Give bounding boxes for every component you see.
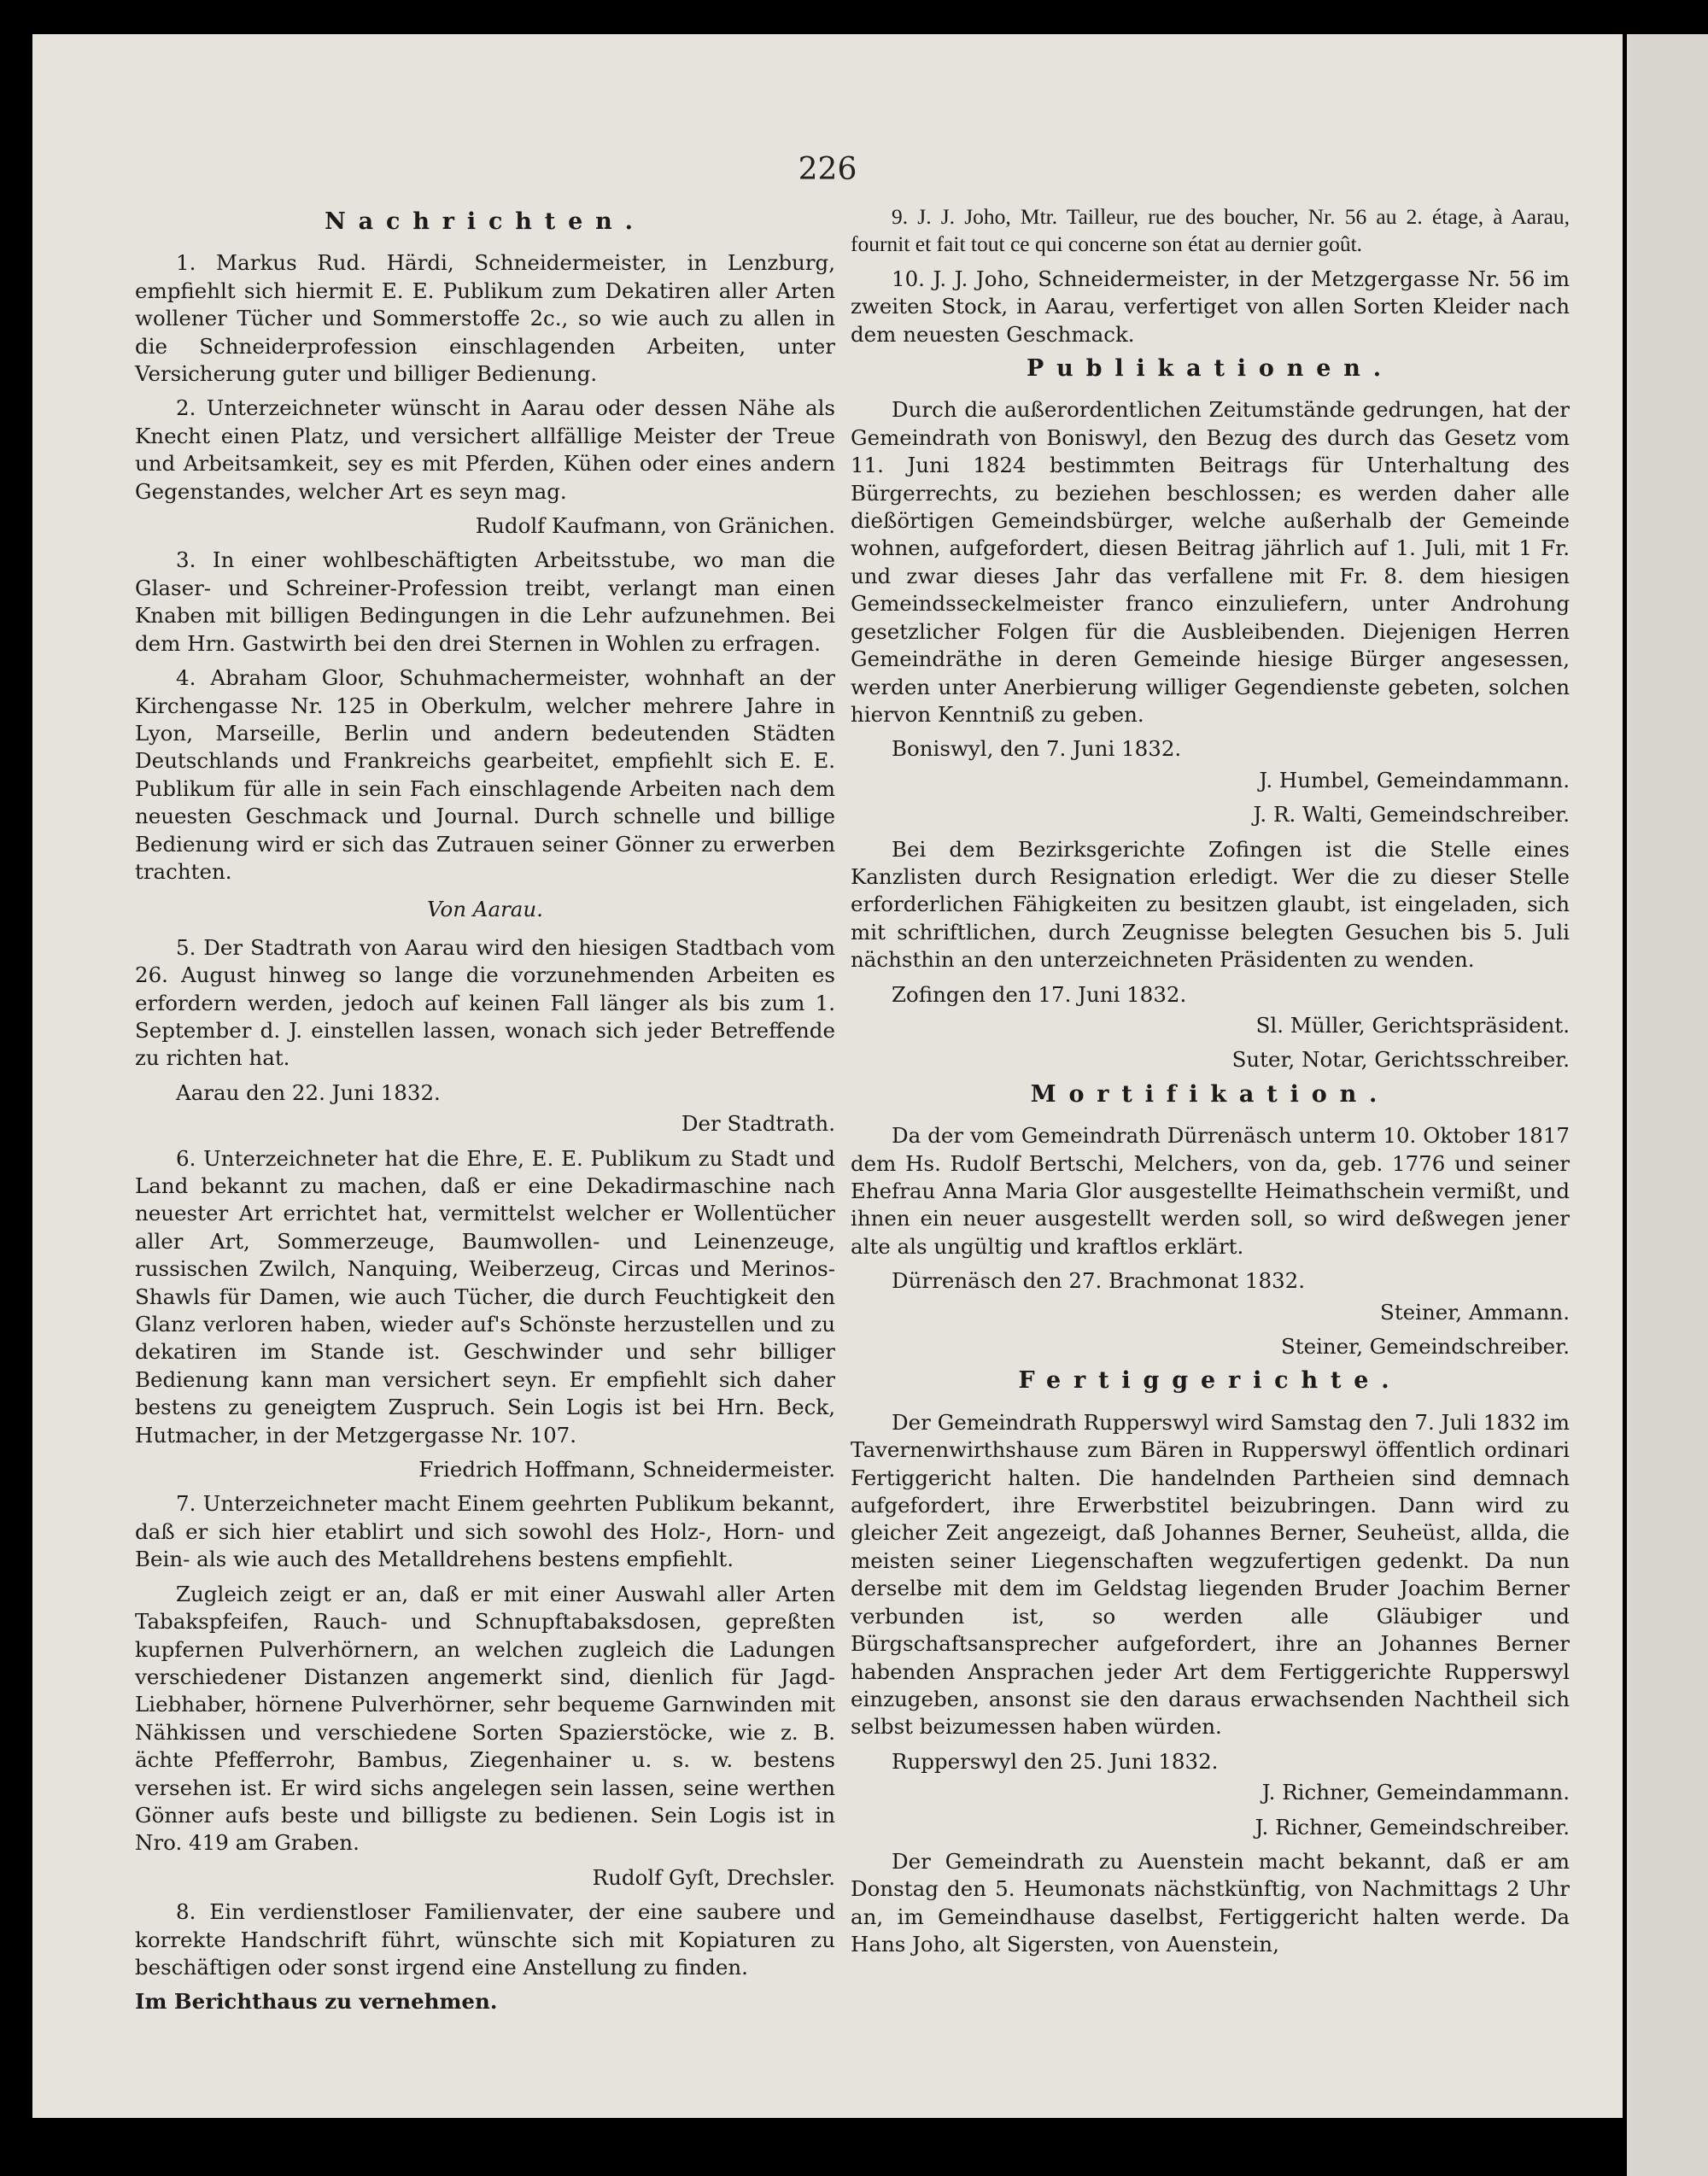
notice-8: 8. Ein verdienstloser Familienvater, der eine saubere und korrekte Handschrift führt, wünschte sich mit Kopiaturen zu beschäftigen oder sonst irgend eine Anstellung zu finden. <box>135 1899 835 1980</box>
adjacent-page-edge <box>1627 34 1708 2176</box>
notice-7-signature: Rudolf Gyſt, Drechsler. <box>592 1864 835 1890</box>
publication-zofingen-signature-1: Sl. Müller, Gerichtspräsident. <box>1255 1012 1570 1038</box>
notice-4: 4. Abraham Gloor, Schuhmachermeister, wohnhaft an der Kirchengasse Nr. 125 in Oberkulm, welcher mehrere Jahre in Lyon, Marseille, Berlin und andern bedeutenden Städten Deutschlands und Frankreichs gearbeitet, empfiehlt sich E. E. Publikum für alle in sein Fach einschlagende Arbeiten nach dem neuesten Geschmack und Journal. Durch schnelle und billige Bedienung wird er sich das Zutrauen seiner Gönner zu erwerben trachten. <box>135 665 835 884</box>
publication-boniswyl-date: Boniswyl, den 7. Juni 1832. <box>892 736 1182 762</box>
heading-fertiggerichte: Fertiggerichte. <box>1018 1367 1402 1395</box>
publication-zofingen: Bei dem Bezirksgerichte Zofingen ist die Stelle eines Kanzlisten durch Resignation erledigt. Wer die zu dieser Stelle erforderlichen Fähigkeiten zu besitzen glaubt, ist eingeladen, sich mit schriftlichen, durch Zeugnisse belegten Gesuchen bis 5. Juli nächsthin an den unterzeichneten Präsidenten zu wenden. <box>851 836 1570 973</box>
publication-boniswyl-signature-2: J. R. Walti, Gemeindschreiber. <box>1253 802 1570 828</box>
notice-7: 7. Unterzeichneter macht Einem geehrten Publikum bekannt, daß er sich hier etablirt und sich sowohl des Holz-, Horn- und Bein- als wie auch des Metalldrehens bestens empfiehlt. <box>135 1491 835 1572</box>
notice-5-signature: Der Stadtrath. <box>681 1111 835 1137</box>
notice-1: 1. Markus Rud. Härdi, Schneidermeister, in Lenzburg, empfiehlt sich hiermit E. E. Publikum zum Dekatiren aller Arten wollener Tücher und Sommerstoffe 2c., so wie auch zu allen in die Schneiderprofession einschlagenden Arbeiten, unter Versicherung guter und billiger Bedienung. <box>135 250 835 387</box>
subheading-von-aarau: Von Aarau. <box>427 897 543 922</box>
publication-zofingen-signature-2: Suter, Notar, Gerichtsschreiber. <box>1231 1047 1570 1073</box>
newspaper-page <box>32 34 1623 2118</box>
fertiggericht-auenstein: Der Gemeindrath zu Auenstein macht bekannt, daß er am Donstag den 5. Heumonats nächstkünftig, von Nachmittags 2 Uhr an, im Gemeindhause daselbst, Fertiggericht halten werde. Da Hans Joho, alt Sigersten, von Auenstein, <box>851 1848 1570 1957</box>
publication-boniswyl: Durch die außerordentlichen Zeitumstände gedrungen, hat der Gemeindrath von Boniswyl, den Bezug des durch das Gesetz vom 11. Juni 1824 bestimmten Beitrags für Unterhaltung des Bürgerrechts, zu beziehen beschlossen; es werden daher alle dießörtigen Gemeindsbürger, welche außerhalb der Gemeinde wohnen, aufgefordert, diesen Beitrag jährlich auf 1. Juli, mit 1 Fr. und zwar dieses Jahr das verfallene mit Fr. 8. dem hiesigen Gemeindsseckelmeister franco einzuliefern, unter Androhung gesetzlicher Folgen für die Ausbleibenden. Diejenigen Herren Gemeindräthe in deren Gemeinde hiesige Bürger angesessen, werden unter Anerbierung williger Gegendienste gebeten, solchen hiervon Kenntniß zu geben. <box>851 397 1570 727</box>
mortifikation-signature-1: Steiner, Ammann. <box>1380 1299 1570 1325</box>
notice-6: 6. Unterzeichneter hat die Ehre, E. E. Publikum zu Stadt und Land bekannt zu machen, daß er eine Dekadirmaschine nach neuester Art errichtet hat, vermittelst welcher er Wollentücher aller Art, Sommerzeuge, Baumwollen- und Leinenzeuge, russischen Zwilch, Nanquing, Weiberzeug, Circas und Merinos-Shawls für Damen, wie auch Tücher, die durch Feuchtigkeit den Glanz verloren haben, wieder auf's Schönste herzustellen und zu dekatiren im Stande ist. Geschwinder und sehr billiger Bedienung kann man versichert seyn. Er empfiehlt sich daher bestens zu geneigtem Zuspruch. Sein Logis ist bei Hrn. Beck, Hutmacher, in der Metzgergasse Nr. 107. <box>135 1145 835 1448</box>
notice-8-end: Im Berichthaus zu vernehmen. <box>135 1989 498 2015</box>
publication-zofingen-date: Zofingen den 17. Juni 1832. <box>892 981 1187 1007</box>
mortifikation-date: Dürrenäsch den 27. Brachmonat 1832. <box>892 1268 1306 1294</box>
notice-2: 2. Unterzeichneter wünscht in Aarau oder dessen Nähe als Knecht einen Platz, und versichert allfällige Meister der Treue und Arbeitsamkeit, sey es mit Pferden, Kühen oder eines andern Gegenstandes, welcher Art es seyn mag. <box>135 395 835 504</box>
page-number: 226 <box>798 152 857 187</box>
publication-boniswyl-signature-1: J. Humbel, Gemeindammann. <box>1259 767 1570 793</box>
fertiggericht-rupperswyl-signature-2: J. Richner, Gemeindschreiber. <box>1255 1814 1570 1840</box>
heading-nachrichten: Nachrichten. <box>325 208 646 235</box>
notice-3: 3. In einer wohlbeschäftigten Arbeitsstube, wo man die Glaser- und Schreiner-Profession treibt, verlangt man einen Knaben mit billigen Bedingungen in die Lehr aufzunehmen. Bei dem Hrn. Gastwirth bei den drei Sternen in Wohlen zu erfragen. <box>135 547 835 656</box>
notice-10: 10. J. J. Joho, Schneidermeister, in der Metzgergasse Nr. 56 im zweiten Stock, in Aarau, verfertiget von allen Sorten Kleider nach dem neuesten Geschmack. <box>851 266 1570 347</box>
heading-mortifikation: Mortifikation. <box>1030 1080 1390 1108</box>
left-column <box>135 203 835 2023</box>
mortifikation-signature-2: Steiner, Gemeindschreiber. <box>1280 1334 1570 1360</box>
notice-6-signature: Friedrich Hoffmann, Schneidermeister. <box>418 1457 835 1483</box>
fertiggericht-rupperswyl-signature-1: J. Richner, Gemeindammann. <box>1261 1780 1570 1805</box>
mortifikation-notice: Da der vom Gemeindrath Dürrenäsch unterm 10. Oktober 1817 dem Hs. Rudolf Bertschi, Melchers, von da, geb. 1776 und seiner Ehefrau Anna Maria Glor ausgestellte Heimathschein vermißt, und ihnen ein neuer ausgestellt werden soll, so wird deßwegen jener alte als ungültig und kraftlos erklärt. <box>851 1123 1570 1259</box>
right-column <box>851 203 1570 1966</box>
notice-7-continued: Zugleich zeigt er an, daß er mit einer Auswahl aller Arten Tabakspfeifen, Rauch- und Schnupftabaksdosen, gepreßten kupfernen Pulverhörnern, an welchen zugleich die Ladungen verschiedener Distanzen angemerkt sind, dienlich für Jagd-Liebhaber, hörnene Pulverhörner, sehr bequeme Garnwinden mit Nähkissen und verschiedene Sorten Spazierstöcke, wie z. B. ächte Pfefferrohr, Bambus, Ziegenhainer u. s. w. bestens versehen ist. Er wird sichs angelegen sein lassen, seine werthen Gönner aufs beste und billigste zu bedienen. Sein Logis ist in Nro. 419 am Graben. <box>135 1581 835 1856</box>
notice-5-date: Aarau den 22. Juni 1832. <box>176 1079 441 1105</box>
notice-9: 9. J. J. Joho, Mtr. Tailleur, rue des boucher, Nr. 56 au 2. étage, à Aarau, fournit et fait tout ce qui concerne son état au dernier goût. <box>851 204 1570 257</box>
fertiggericht-rupperswyl-date: Rupperswyl den 25. Juni 1832. <box>892 1748 1219 1774</box>
notice-2-signature: Rudolf Kaufmann, von Gränichen. <box>475 513 835 539</box>
notice-5: 5. Der Stadtrath von Aarau wird den hiesigen Stadtbach vom 26. August hinweg so lange die vorzunehmenden Arbeiten es erfordern werden, jedoch auf keinen Fall länger als bis zum 1. September d. J. einstellen lassen, wonach sich jeder Betreffende zu richten hat. <box>135 934 835 1071</box>
heading-publikationen: Publikationen. <box>1026 355 1394 383</box>
fertiggericht-rupperswyl: Der Gemeindrath Rupperswyl wird Samstag den 7. Juli 1832 im Tavernenwirthshause zum Bären in Rupperswyl öffentlich ordinari Fertiggericht halten. Die handelnden Partheien sind demnach aufgefordert, ihre Erwerbstitel beizubringen. Dann wird zu gleicher Zeit angezeigt, daß Johannes Berner, Seuheüst, allda, die meisten seiner Liegenschaften wegzufertigen gedenkt. Da nun derselbe mit dem im Geldstag liegenden Bruder Joachim Berner verbunden ist, so werden alle Gläubiger und Bürgschaftsansprecher aufgefordert, ihre an Johannes Berner habenden Ansprachen jeder Art dem Fertiggerichte Rupperswyl einzugeben, ansonst sie den daraus erwachsenden Nachtheil sich selbst beizumessen haben würden. <box>851 1409 1570 1740</box>
